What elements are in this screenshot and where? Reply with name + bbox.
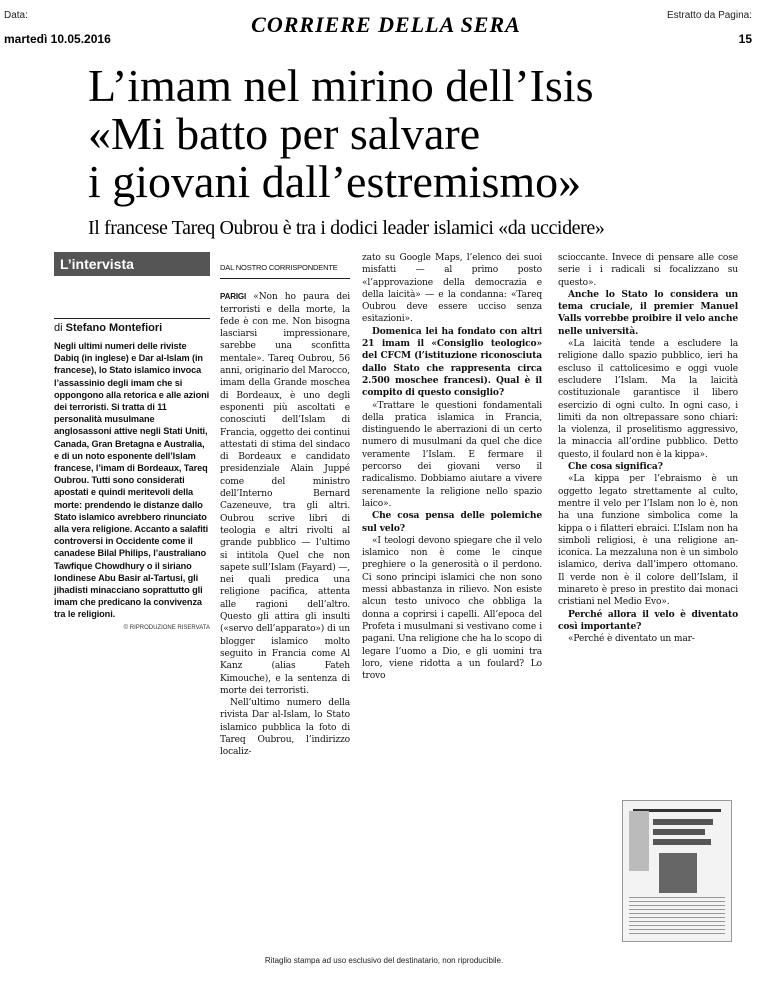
dateline-place: PARIGI [220, 292, 247, 302]
paragraph: zato su Google Maps, l’elenco dei suoi misfatti — al primo posto «l’approvazione della democrazia e della laicità» — e la condanna: «Tareq Oubrou deve essere ucciso senza esitazioni». [362, 253, 542, 325]
interview-question: Che cosa pensa delle polemiche sul velo? [362, 510, 542, 534]
page-number: 15 [738, 32, 752, 46]
copyright-notice: © RIPRODUZIONE RISERVATA [123, 624, 210, 631]
headline-line-1: L’imam nel mirino dell’Isis [88, 60, 594, 111]
paragraph-text: «Non ho paura dei terroristi e della morte, la fede è con me. Non bisogna lasciarsi impressionare, sarebbe una sconfitta mentale». Tareq Oubrou, 56 anni, originario del Marocco, imam della Grande moschea di Bordeaux, è uno degli esponenti più ascoltati e conosciuti dell’Islam di Francia, oggetto dei continui attestati di stima del sindaco di Bordeaux e candidato presidenziale Alain Juppé come del ministro dell’Interno Bernard Cazeneuve, tra gli altri. Oubrou scrive libri di teologia e altri rivolti al grande pubblico — l’ultimo si intitola Quel che non sapete sull’Islam (Fayard) —, nei quali predica una religione pacifica, attenta alle ragioni dell’altro. Questo gli attira gli insulti («servo dell’apparato») di un blogger islamico molto seguito in Francia come Al Kanz (alias Fateh Kimouche), e la sentenza di morte dei terroristi. [220, 292, 351, 696]
interview-question: Perché allora il velo è diventato così importante? [558, 608, 738, 632]
sidebar-summary: Negli ultimi numeri delle riviste Dabiq (in inglese) e Dar al-Islam (in francese), lo Stato islamico invoca l’assassinio degli imam che si oppongono alla retorica e alle azioni dei terroristi. Si tratta di 11 personalità musulmane anglosassoni attive negli Stati Uniti, Canada, Gran Bretagna e Australia, e di un noto esponente dell’Islam francese, l’imam di Bordeaux, Tareq Oubrou. Tutti sono considerati apostati e quindi meritevoli della morte: prendendo le distanze dallo Stato islamico avrebbero rinunciato alla vera religione. Accanto a salafiti controversi in Occidente come il canadese Bilal Philips, l’australiano Tawfique Chowdhury o il siriano londinese Abu Basir al-Tartusi, gli jihadisti minacciano soprattutto gli imam che predicano la convivenza tra le religioni. [54, 341, 210, 620]
thumbnail-headline [653, 839, 711, 845]
thumbnail-photo [659, 853, 697, 893]
headline-line-2: «Mi batto per salvare [88, 108, 481, 159]
interview-answer: «La laicità tende a escludere la religione dallo spazio pubblico, ieri ha escluso il cattolicesimo e oggi vuole escludere l’Islam. Ma la laicità costituzionale garantisce il libero esercizio di ogni culto. In ogni caso, i limiti da non oltrepassare sono chiari: la violenza, il proselitismo aggressivo, la minaccia all’ordine pubblico. Detto questo, il foulard non è la kippa». [558, 339, 738, 460]
byline-prefix: di [54, 322, 63, 334]
article-column-1 [220, 252, 350, 759]
byline [54, 322, 210, 334]
interview-answer: «La kippa per l’ebraismo è un oggetto legato strettamente al culto, mentre il velo per l’Islam non lo è, non ha una funzione simbolica come la kippa o i filatteri ebraici. L’Islam non ha simboli religiosi, è una religione an-iconica. La mezzaluna non è un simbolo islamico, deriva dall’impero ottomano. Il verde non è il colore dell’Islam, il minareto è preso in prestito dai monaci cristiani nel Medio Evo». [558, 474, 738, 608]
date-value: martedì 10.05.2016 [4, 32, 111, 46]
section-label: L’intervista [54, 252, 210, 276]
thumbnail-photo [629, 811, 649, 871]
interview-answer: «Perché è diventato un mar- [568, 634, 695, 645]
paragraph [220, 291, 350, 697]
newspaper-masthead: CORRIERE DELLA SERA [251, 12, 521, 37]
byline-author: Stefano Montefiori [65, 322, 163, 334]
paragraph: Nell’ultimo numero della rivista Dar al-Islam, lo Stato islamico pubblica la foto di Tareq Oubrou, l’indirizzo localiz- [220, 698, 350, 758]
interview-answer: «Trattare le questioni fondamentali della pratica islamica in Francia, distinguendo le aberrazioni di un certo numero di musulmani da quel che dice veramente l’Islam. E fermare il percorso dei giovani verso il radicalismo. Dobbiamo aiutare a vivere serenamente la religione nello spazio laico». [362, 400, 542, 509]
page-thumbnail [622, 800, 732, 942]
interview-question: Domenica lei ha fondato con altri 21 imam il «Consiglio teologico» del CFCM (l’istituzione riconosciuta dallo Stato che rappresenta circa 2.500 moschee francesi). Qual è il compito di questo consiglio? [362, 325, 542, 399]
headline-line-3: i giovani dall’estremismo» [88, 156, 582, 207]
thumbnail-headline [653, 819, 713, 825]
footer-notice: Ritaglio stampa ad uso esclusivo del destinatario, non riproducibile. [264, 956, 504, 965]
sidebar-box [54, 252, 210, 631]
thumbnail-text [629, 897, 725, 935]
dateline: DAL NOSTRO CORRISPONDENTE [220, 262, 350, 279]
paragraph: scioccante. Invece di pensare alle cose serie i i radicali si focalizzano su questo». [558, 253, 738, 288]
interview-question: Che cosa significa? [568, 461, 663, 473]
subheadline: Il francese Tareq Oubrou è tra i dodici leader islamici «da uccidere» [88, 217, 605, 239]
article-column-2 [362, 252, 542, 682]
divider [54, 318, 210, 319]
date-label: Data: [4, 10, 28, 21]
thumbnail-headline [653, 829, 705, 835]
interview-question: Anche lo Stato lo considera un tema cruciale, il premier Manuel Valls vorrebbe proibire il velo anche nelle università. [558, 288, 738, 337]
headline [88, 62, 728, 206]
page-label: Estratto da Pagina: [666, 10, 752, 21]
interview-answer: «I teologi devono spiegare che il velo islamico non è come le cinque preghiere o la generosità o il perdono. Ci sono principi islamici che non sono messi abbastanza in rilievo. Non esiste alcun testo univoco che obbliga la donna a coprirsi i capelli. All’epoca del Profeta i musulmani si vestivano come i pagani. Una religione che ha lo scopo di legare l’uomo a Dio, e gli uomini tra loro, viene ridotta a un foulard? Lo trovo [362, 535, 542, 682]
article-column-3 [558, 252, 738, 646]
